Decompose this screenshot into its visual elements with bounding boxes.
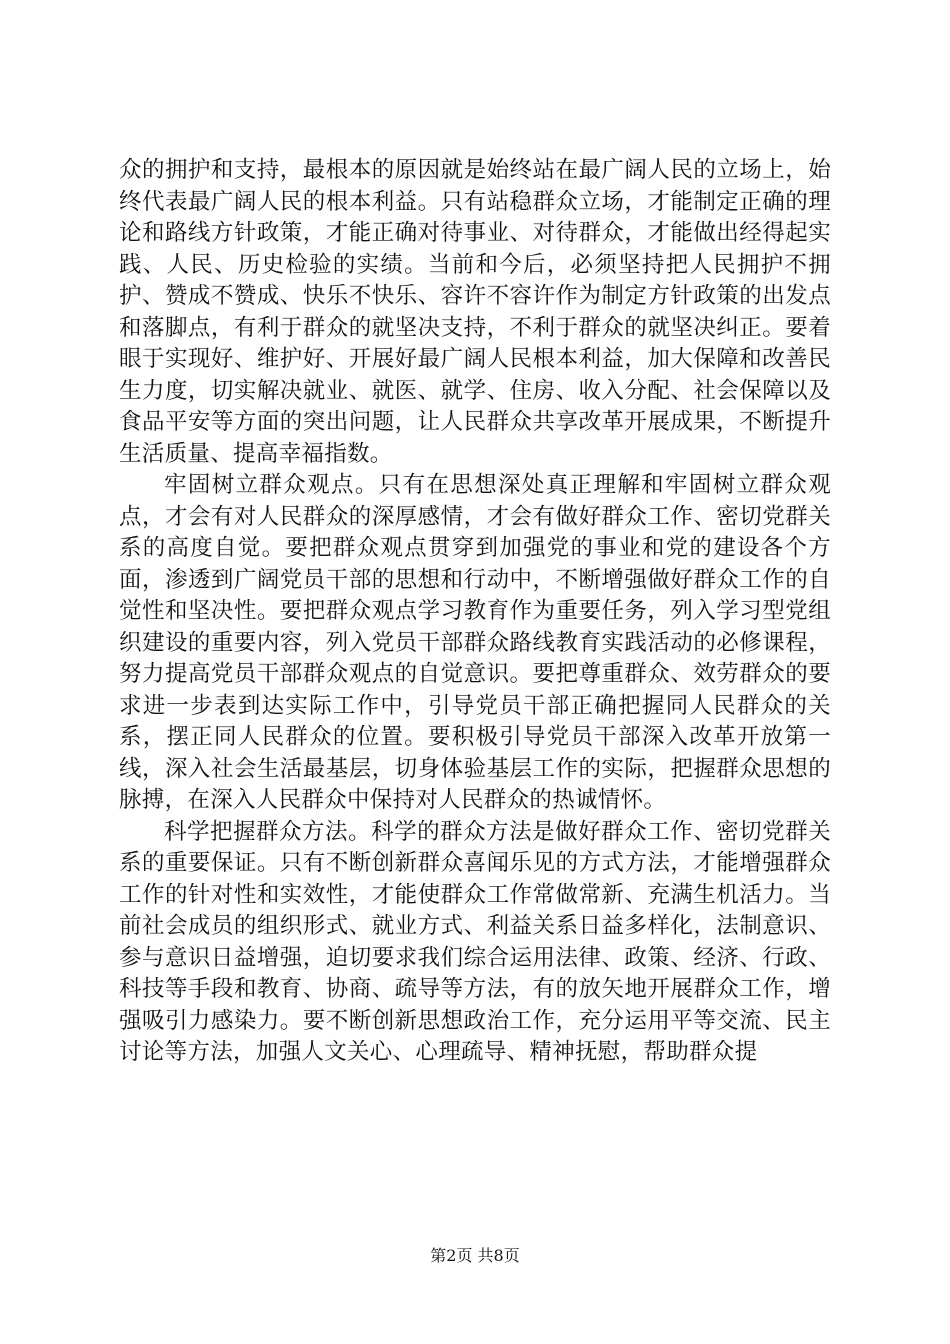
page-footer: 第2页 共8页: [430, 1246, 520, 1265]
paragraph-continuation: 众的拥护和支持，最根本的原因就是始终站在最广阔人民的立场上，始终代表最广阔人民的根本利益。只有站稳群众立场，才能制定正确的理论和路线方针政策，才能正确对待事业、对待群众，才能做出经得起实践、人民、历史检验的实绩。当前和今后，必须坚持把人民拥护不拥护、赞成不赞成、快乐不快乐、容许不容许作为制定方针政策的出发点和落脚点，有利于群众的就坚决支持，不利于群众的就坚决纠正。要着眼于实现好、维护好、开展好最广阔人民根本利益，加大保障和改善民生力度，切实解决就业、就医、就学、住房、收入分配、社会保障以及食品平安等方面的突出问题，让人民群众共享改革开展成果，不断提升生活质量、提高幸福指数。: [119, 157, 831, 467]
paragraph-mass-method: 科学把握群众方法。科学的群众方法是做好群众工作、密切党群关系的重要保证。只有不断创新群众喜闻乐见的方式方法，才能增强群众工作的针对性和实效性，才能使群众工作常做常新、充满生机活力。当前社会成员的组织形式、就业方式、利益关系日益多样化，法制意识、参与意识日益增强，迫切要求我们综合运用法律、政策、经济、行政、科技等手段和教育、协商、疏导等方法，有的放矢地开展群众工作，增强吸引力感染力。要不断创新思想政治工作，充分运用平等交流、民主讨论等方法，加强人文关心、心理疏导、精神抚慰，帮助群众提: [119, 818, 831, 1065]
document-body: [119, 155, 831, 1069]
paragraph-mass-viewpoint: 牢固树立群众观点。只有在思想深处真正理解和牢固树立群众观点，才会有对人民群众的深厚感情，才会有做好群众工作、密切党群关系的高度自觉。要把群众观点贯穿到加强党的事业和党的建设各个方面，渗透到广阔党员干部的思想和行动中，不断增强做好群众工作的自觉性和坚决性。要把群众观点学习教育作为重要任务，列入学习型党组织建设的重要内容，列入党员干部群众路线教育实践活动的必修课程，努力提高党员干部群众观点的自觉意识。要把尊重群众、效劳群众的要求进一步表到达实际工作中，引导党员干部正确把握同人民群众的关系，摆正同人民群众的位置。要积极引导党员干部深入改革开放第一线，深入社会生活最基层，切身体验基层工作的实际，把握群众思想的脉搏，在深入人民群众中保持对人民群众的热诚情怀。: [119, 472, 831, 813]
